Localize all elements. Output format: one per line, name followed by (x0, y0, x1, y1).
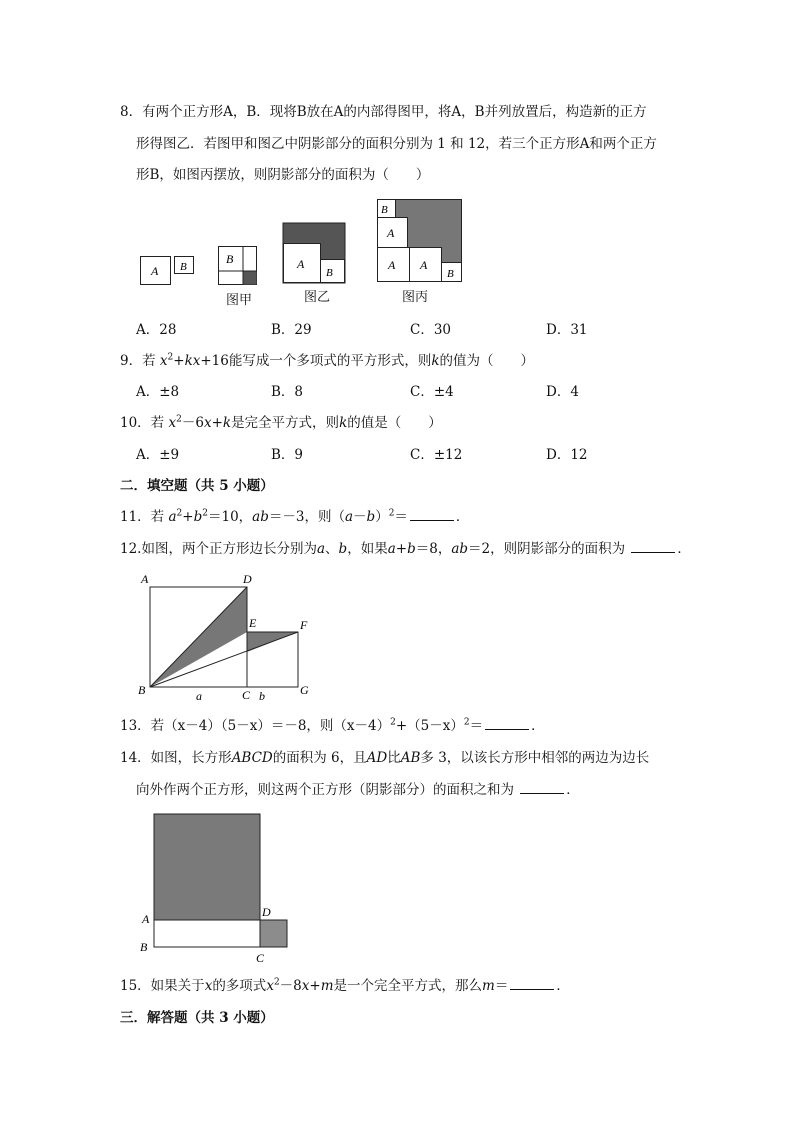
q8-option-a[interactable]: A．28 (136, 322, 177, 338)
q9-option-a[interactable]: A．±8 (136, 384, 180, 400)
q9-option-c[interactable]: C．±4 (410, 384, 454, 400)
section-solve-title: 三．解答题（共 3 小题） (120, 1010, 274, 1026)
q8-option-c[interactable]: C．30 (410, 322, 452, 338)
fig12-label-c: C (242, 688, 251, 702)
fig8-yi (282, 222, 346, 284)
fig8-bing-label-a1: A (387, 226, 395, 240)
q9-option-b[interactable]: B．8 (271, 384, 304, 400)
q13-answer-blank[interactable] (485, 717, 529, 730)
q14-line2: 向外作两个正方形，则这两个正方形（阴影部分）的面积之和为 ． (136, 782, 580, 798)
q12-stem: 12.如图，两个正方形边长分别为a、b，如果a+b＝8，ab＝2，则阴影部分的面积为 ． (120, 541, 691, 557)
fig8-yi-label-b: B (326, 267, 333, 279)
q11-stem: 11．若 $a^2+b^2=10$，ab＝－3，则$(a-b)^2=$ ． (120, 508, 470, 525)
q10-option-b[interactable]: B．9 (271, 447, 304, 463)
q13-stem: 13．若（x－4）（5－x）＝－8，则$(x-4)^2+(5-x)^2=$ ． (120, 717, 545, 734)
fig12-label-b: B (138, 683, 146, 697)
fig8-bing-label-a3: A (420, 258, 428, 272)
q10-stem: 10．若 $x^2-6x+k$是完全平方式，则k的值是（ ） (120, 414, 442, 431)
q14-line1: 14．如图，长方形ABCD的面积为 6，且AD比AB多 3，以该长方形中相邻的两边为边长 (120, 750, 650, 766)
fig8-yi-label-a: A (297, 257, 305, 271)
fig8-bing-label-a2: A (388, 258, 396, 272)
fig12-diagram (138, 570, 318, 702)
fig8-label-a: A (151, 264, 159, 278)
fig14-label-a: A (142, 912, 150, 926)
q8-option-b[interactable]: B．29 (271, 322, 312, 338)
q12-answer-blank[interactable] (631, 540, 675, 553)
fig8-bing (376, 198, 464, 284)
q9-stem: 9．若 $x^2+kx+16$能写成一个多项式的平方形式，则k的值为（ ） (120, 352, 535, 369)
q15-stem: 15．如果关于x的多项式$x^2-8x+m$是一个完全平方式，那么m＝ ． (120, 977, 570, 994)
caption-bing: 图丙 (402, 290, 429, 305)
q11-answer-blank[interactable] (410, 508, 454, 521)
caption-yi: 图乙 (304, 290, 331, 305)
fig12-label-side-a: a (196, 689, 202, 703)
fig8-separate (140, 252, 200, 284)
fig12-label-a: A (141, 572, 149, 586)
fig12-label-d: D (243, 572, 252, 586)
fig8-bing-label-b2: B (447, 268, 454, 280)
fig8-jia-label-b: B (226, 252, 234, 266)
fig14-label-b: B (140, 940, 148, 954)
q8-option-d[interactable]: D．31 (546, 322, 588, 338)
q9-option-d[interactable]: D．4 (546, 384, 579, 400)
q8-line1: 8．有两个正方形A，B．现将B放在A的内部得图甲，将A，B并列放置后，构造新的正方 (120, 104, 647, 120)
fig12-label-side-b: b (259, 689, 265, 703)
section-fill-in-title: 二．填空题（共 5 小题） (120, 478, 274, 494)
caption-jia: 图甲 (226, 293, 253, 308)
fig14-label-c: C (256, 951, 265, 965)
q8-line3: 形B，如图丙摆放，则阴影部分的面积为（ ） (136, 167, 430, 183)
fig8-jia (218, 246, 260, 288)
q10-option-a[interactable]: A．±9 (136, 447, 180, 463)
fig8-bing-label-b1: B (381, 204, 388, 216)
fig12-label-f: F (300, 618, 308, 632)
q10-option-c[interactable]: C．±12 (410, 447, 463, 463)
q10-option-d[interactable]: D．12 (546, 447, 588, 463)
fig12-label-e: E (249, 616, 257, 630)
fig8-label-b: B (180, 261, 187, 273)
q14-answer-blank[interactable] (520, 781, 564, 794)
fig14-diagram (138, 812, 294, 964)
fig12-label-g: G (300, 683, 309, 697)
q8-line2: 形得图乙．若图甲和图乙中阴影部分的面积分别为 1 和 12，若三个正方形A和两个正方 (136, 136, 657, 152)
fig14-label-d: D (262, 905, 271, 919)
q15-answer-blank[interactable] (510, 977, 554, 990)
